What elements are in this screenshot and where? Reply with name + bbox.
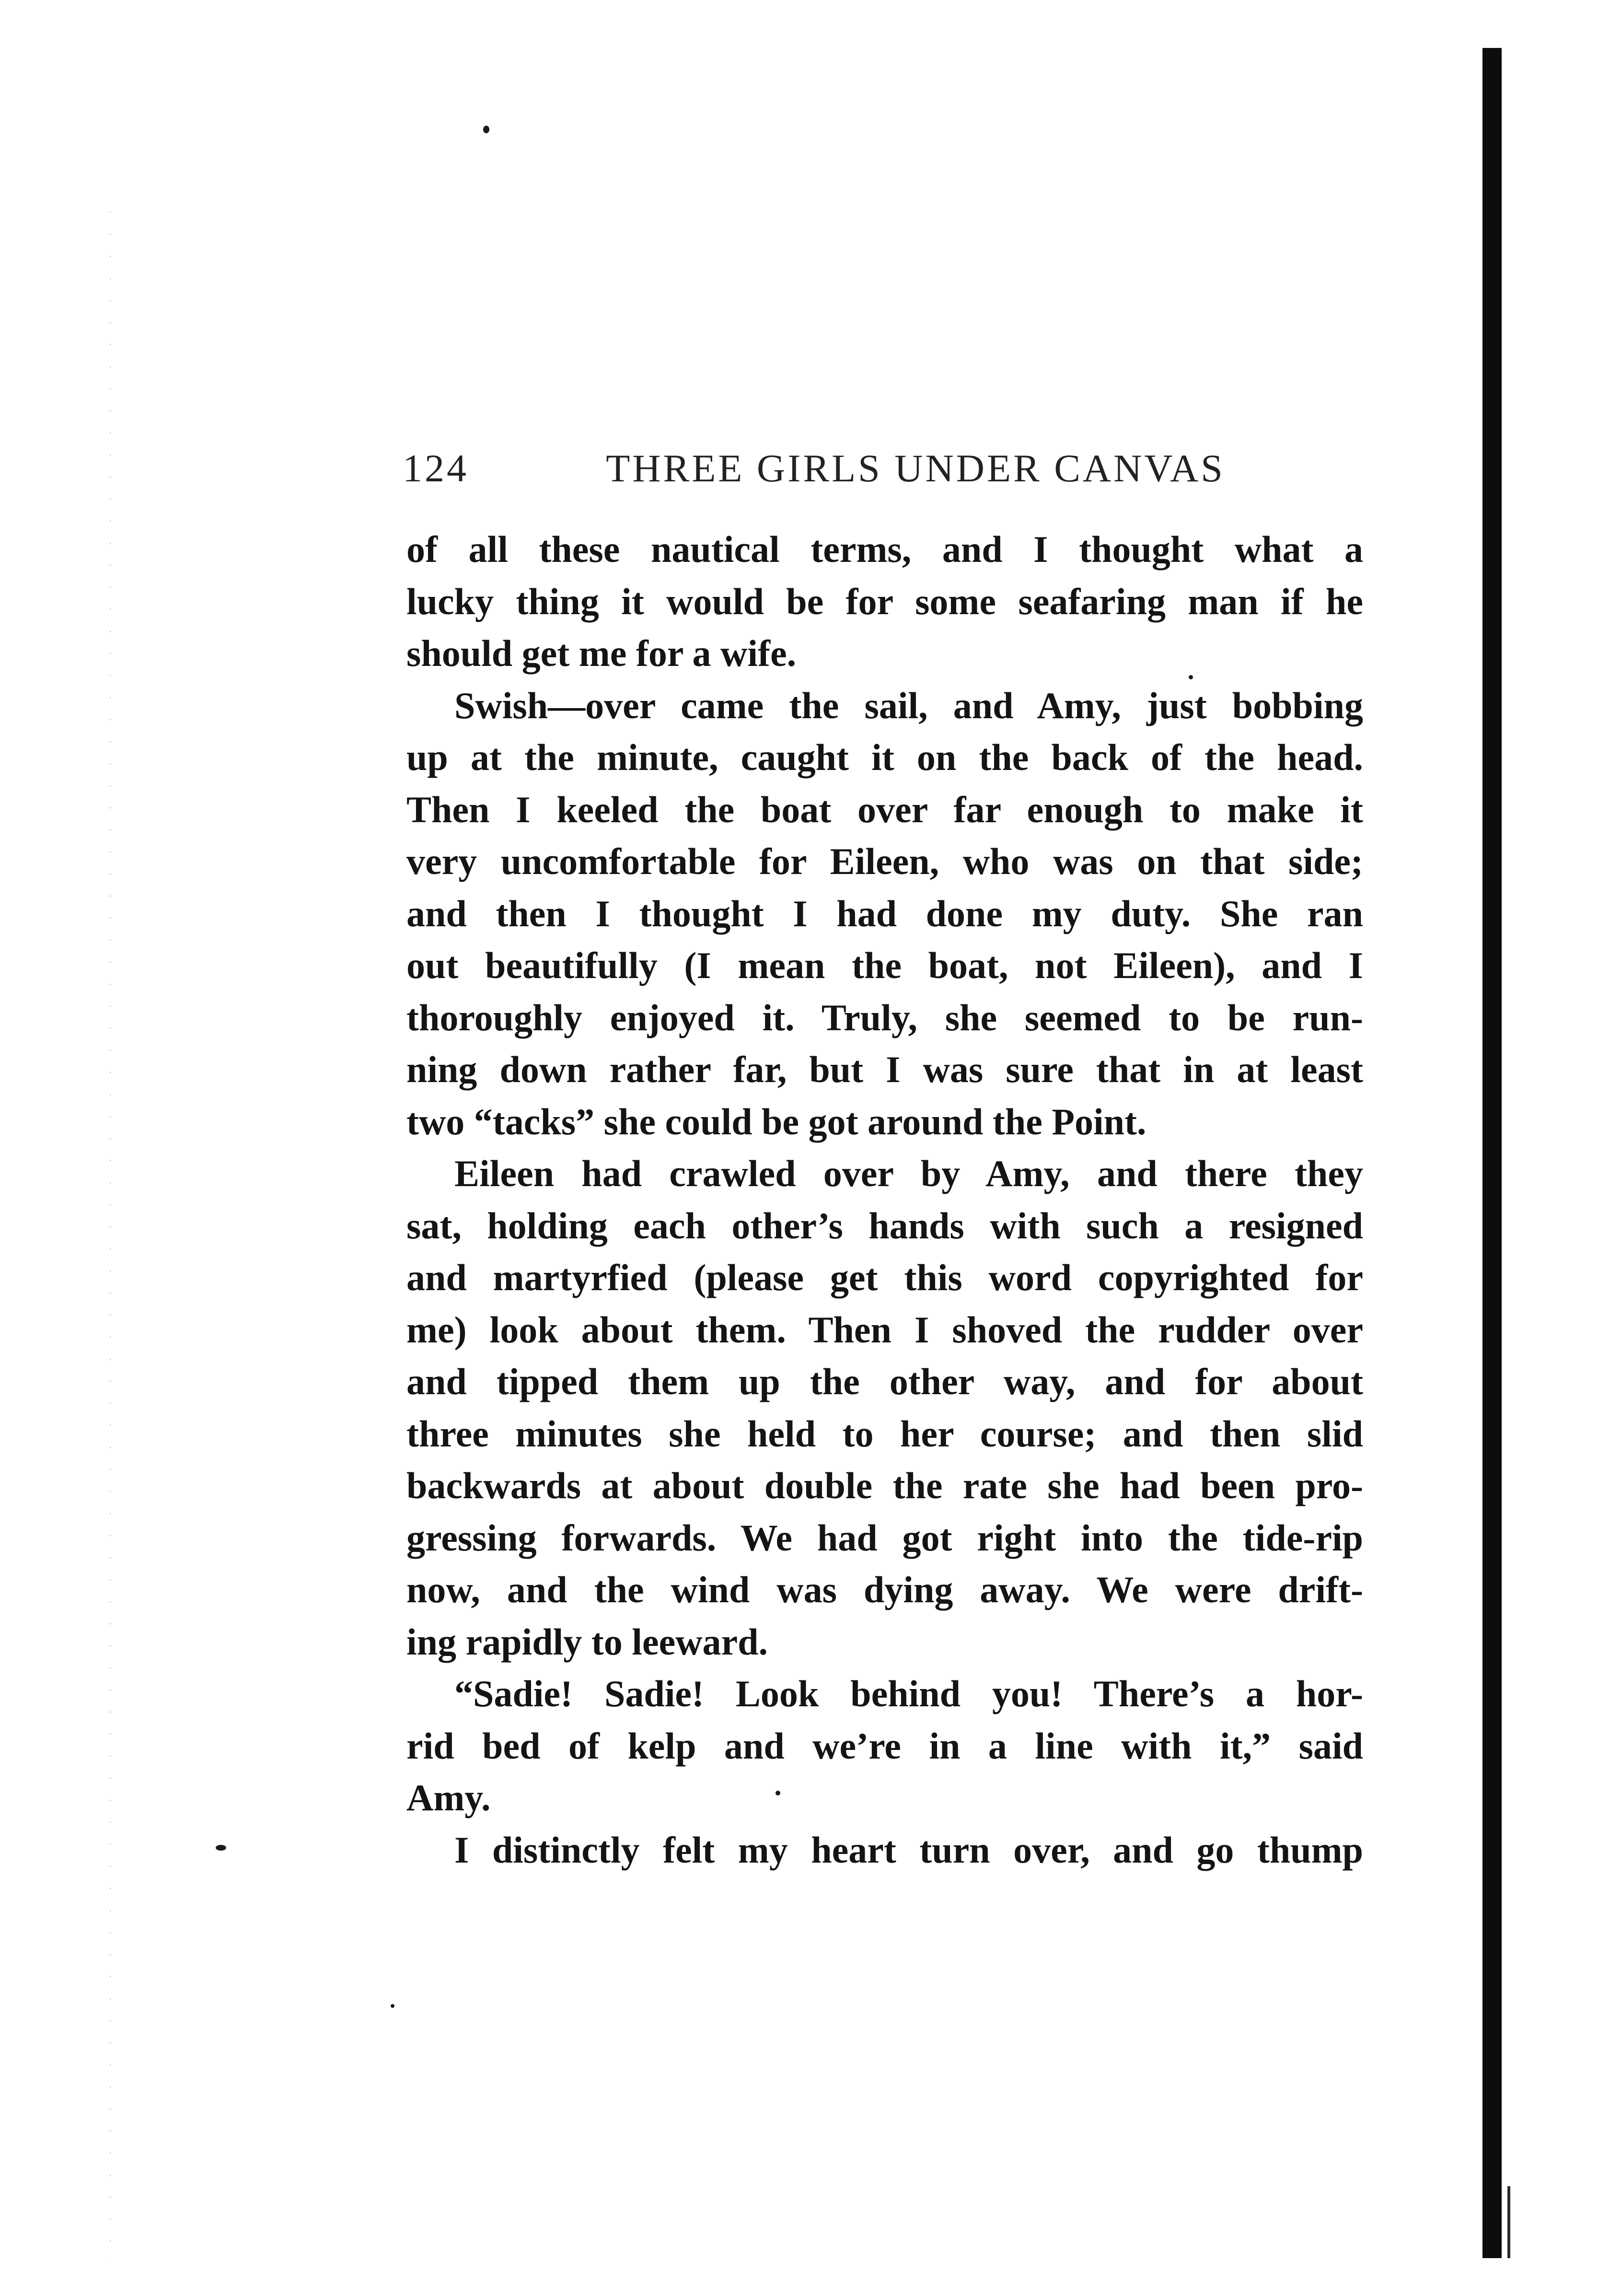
text-line: “Sadie! Sadie! Look behind you! There’s a hor- [454,1673,1363,1714]
text-line: ing rapidly to leeward. [406,1620,768,1663]
running-head: THREE GIRLS UNDER CANVAS [606,446,1225,490]
page-number: 124 [403,446,469,490]
ink-speck [216,1845,226,1851]
text-line: should get me for a wife. [406,632,797,674]
text-line: rid bed of kelp and we’re in a line with it,” said [406,1725,1363,1767]
text-line: three minutes she held to her course; and then slid [406,1412,1363,1455]
text-line: me) look about them. Then I shoved the rudder over [406,1308,1363,1351]
text-line: two “tacks” she could be got around the Point. [406,1100,1146,1142]
text-line: sat, holding each other’s hands with such a resigned [406,1204,1363,1247]
text-line: and then I thought I had done my duty. She ran [406,892,1363,934]
text-line: thoroughly enjoyed it. Truly, she seemed to be run- [406,996,1363,1038]
gutter-marks [109,201,111,2263]
text-line: out beautifully (I mean the boat, not Eileen), and I [406,944,1363,986]
text-line: Eileen had crawled over by Amy, and there they [454,1153,1363,1194]
binding-edge [1482,48,1502,2258]
text-line: now, and the wind was dying away. We were drift- [406,1569,1363,1610]
text-line: Then I keeled the boat over far enough to make it [406,788,1363,830]
page-header [403,446,1285,503]
body-text [406,524,1363,1876]
text-line: up at the minute, caught it on the back of the head. [406,736,1363,778]
text-line: ning down rather far, but I was sure that in at least [406,1049,1363,1090]
binding-edge-thin [1507,2186,1510,2258]
text-line: lucky thing it would be for some seafaring man if he [406,580,1363,622]
text-line: of all these nautical terms, and I thought what a [406,528,1363,570]
text-line: I distinctly felt my heart turn over, and go thump [454,1829,1363,1871]
text-line: and martyrfied (please get this word copyrighted for [406,1257,1363,1298]
text-line: Swish—over came the sail, and Amy, just bobbing [454,684,1363,726]
text-line: very uncomfortable for Eileen, who was on that side; [406,840,1363,882]
text-line: Amy. [406,1777,491,1818]
text-line: backwards at about double the rate she had been pro- [406,1465,1363,1506]
ink-speck [483,126,489,133]
text-line: gressing forwards. We had got right into the tide-rip [406,1516,1363,1559]
text-line: and tipped them up the other way, and for about [406,1361,1363,1402]
ink-speck [391,2004,394,2008]
